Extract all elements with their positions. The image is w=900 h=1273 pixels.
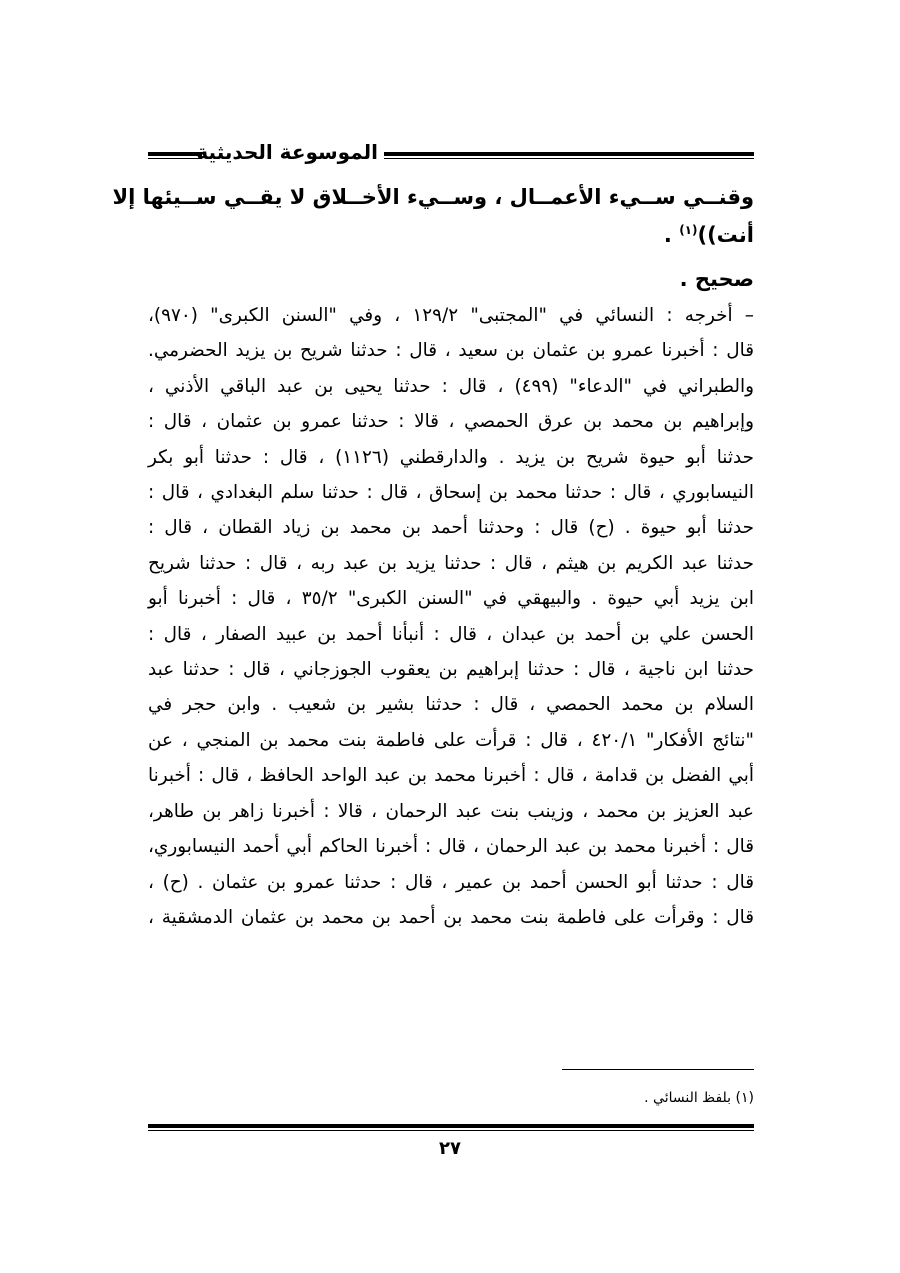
takhrij-line: "نتائج الأفكار" ٤٢٠/١ ، قال : قرأت على فاطمة بنت محمد بن المنجي ، عن bbox=[148, 729, 755, 751]
hadith-grade: صحيح . bbox=[679, 267, 754, 291]
takhrij-line: والطبراني في "الدعاء" (٤٩٩) ، قال : حدثنا يحيى بن عبد الباقي الأذني ، bbox=[148, 375, 754, 397]
footnote-reference: (١) bbox=[679, 223, 698, 237]
takhrij-paragraph bbox=[148, 298, 754, 935]
takhrij-line: قال : أخبرنا محمد بن عبد الرحمان ، قال : أخبرنا الحاكم أبي أحمد النيسابوري، bbox=[148, 836, 754, 858]
takhrij-line: حدثنا ابن ناجية ، قال : حدثنا إبراهيم بن يعقوب الجوزجاني ، قال : حدثنا عبد bbox=[148, 659, 754, 681]
takhrij-line: حدثنا أبو حيوة شريح بن يزيد . والدارقطني (١١٢٦) ، قال : حدثنا أبو بكر bbox=[148, 446, 754, 468]
takhrij-line: أبي الفضل بن قدامة ، قال : أخبرنا محمد بن عبد الواحد الحافظ ، قال : أخبرنا bbox=[148, 765, 754, 787]
running-header bbox=[148, 140, 754, 170]
hadith-line-1: وقنــي ســيء الأعمــال ، وســيء الأخــلاق لا يقــي ســيئها إلا bbox=[112, 185, 754, 209]
takhrij-line: وإبراهيم بن محمد بن عرق الحمصي ، قالا : حدثنا عمرو بن عثمان ، قال : bbox=[148, 411, 754, 433]
takhrij-line: النيسابوري ، قال : حدثنا محمد بن إسحاق ، قال : حدثنا سلم البغدادي ، قال : bbox=[148, 482, 754, 504]
footnote-text: (١) بلفظ النسائي . bbox=[644, 1090, 754, 1106]
takhrij-line: حدثنا عبد الكريم بن هيثم ، قال : حدثنا يزيد بن عبد ربه ، قال : حدثنا شريح bbox=[148, 552, 754, 574]
footnote-separator bbox=[562, 1069, 754, 1070]
bottom-rule bbox=[148, 1124, 754, 1131]
takhrij-line: السلام بن محمد الحمصي ، قال : حدثنا بشير بن شعيب . وابن حجر في bbox=[148, 694, 754, 716]
hadith-text bbox=[112, 178, 754, 254]
hadith-line-2-end: . bbox=[663, 223, 680, 247]
page-number: ٢٧ bbox=[439, 1138, 461, 1159]
takhrij-line: حدثنا أبو حيوة . (ح) قال : وحدثنا أحمد بن محمد بن زياد القطان ، قال : bbox=[148, 517, 754, 539]
body-text bbox=[112, 178, 755, 935]
takhrij-line: ابن يزيد أبي حيوة . والبيهقي في "السنن الكبرى" ٣٥/٢ ، قال : أخبرنا أبو bbox=[148, 588, 754, 610]
header-rule-long bbox=[384, 152, 754, 159]
takhrij-line: قال : حدثنا أبو الحسن أحمد بن عمير ، قال : حدثنا عمرو بن عثمان . (ح) ، bbox=[148, 871, 754, 893]
takhrij-line: قال : وقرأت على فاطمة بنت محمد بن أحمد بن محمد بن عثمان الدمشقية ، bbox=[148, 906, 754, 928]
takhrij-line: قال : أخبرنا عمرو بن عثمان بن سعيد ، قال : حدثنا شريح بن يزيد الحضرمي. bbox=[148, 340, 754, 362]
hadith-line-2-text: أنت)) bbox=[697, 223, 754, 247]
takhrij-line: الحسن علي بن أحمد بن عبدان ، قال : أنبأنا أحمد بن عبيد الصفار ، قال : bbox=[148, 623, 754, 645]
hadith-line-2 bbox=[148, 216, 754, 254]
takhrij-line: عبد العزيز بن محمد ، وزينب بنت عبد الرحمان ، قالا : أخبرنا زاهر بن طاهر، bbox=[148, 800, 754, 822]
header-title: الموسوعة الحديثية bbox=[196, 140, 378, 164]
takhrij-line: – أخرجه : النسائي في "المجتبى" ١٢٩/٢ ، وفي "السنن الكبرى" (٩٧٠)، bbox=[148, 305, 754, 326]
header-rule-short bbox=[148, 152, 202, 159]
